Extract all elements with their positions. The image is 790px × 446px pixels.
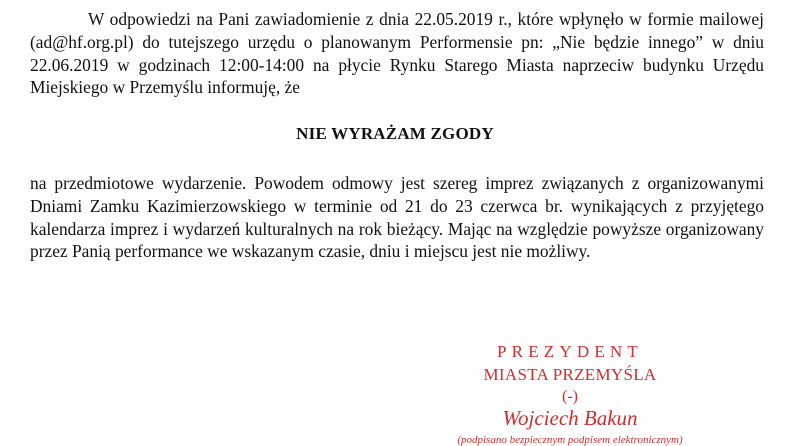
signature-city: MIASTA PRZEMYŚLA (483, 365, 657, 384)
signature-mark: (-) (562, 388, 578, 405)
body-paragraph: na przedmiotowe wydarzenie. Powodem odmowy jest szereg imprez związanych z organizowanymi Dniami Zamku Kazimierzowskiego w terminie od 21 do 23 czerwca br. wynikających z przyjętego kalendarza imprez i wydarzeń kulturalnych na rok bieżący. Mając na względzie powyższe organizowany przez Panią performance we wskazanym czasie, dniu i miejscu jest nie możliwy. (30, 173, 764, 262)
intro-paragraph: W odpowiedzi na Pani zawiadomienie z dnia 22.05.2019 r., które wpłynęło w formie mailowej (ad@hf.org.pl) do tutejszego urzędu o planowanym Performensie pn: „Nie będzie innego” w dniu 22.06.2019 w godzinach 12:00-14:00 na płycie Rynku Starego Miasta naprzeciw budynku Urzędu Miejskiego w Przemyślu informuję, że (30, 9, 764, 98)
decision-heading: NIE WYRAŻAM ZGODY (296, 124, 494, 143)
signature-note: (podpisano bezpiecznym podpisem elektronicznym) (457, 434, 683, 446)
signature-name: Wojciech Bakun (502, 406, 638, 430)
signature-title: PREZYDENT (497, 342, 643, 361)
